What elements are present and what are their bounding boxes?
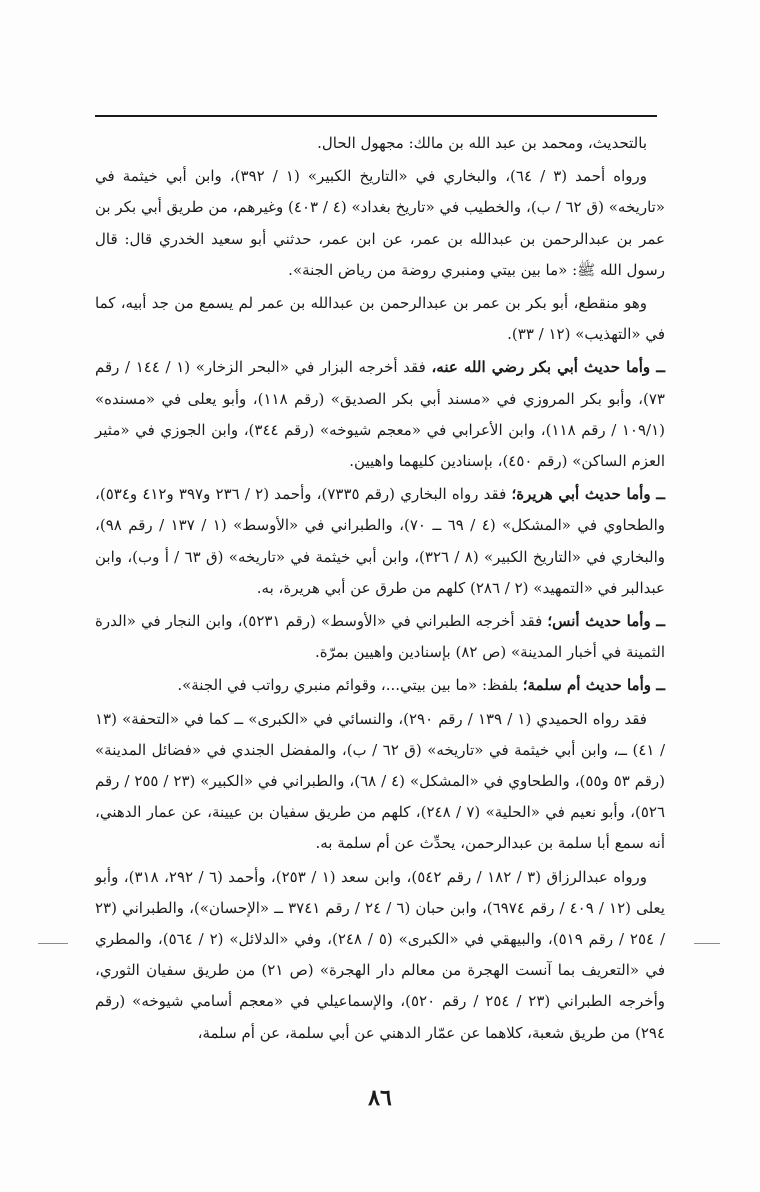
paragraph xyxy=(95,161,665,286)
paragraph xyxy=(95,479,665,604)
paragraph-text: ورواه عبدالرزاق (٣ / ١٨٢ / رقم ٥٤٢)، وابن سعد (١ / ٢٥٣)، وأحمد (٦ / ٢٩٢، ٣١٨)، وأبو يعلى (١٢ / ٤٠٩ / رقم ٦٩٧٤)، وابن حبان (٦ / ٢٤ / رقم ٣٧٤١ ــ «الإحسان»)، والطبراني (٢٣ / ٢٥٤ / رقم ٥١٩)، والبيهقي في «الكبرى» (٥ / ٢٤٨)، وفي «الدلائل» (٢ / ٥٦٤)، والمطري في «التعريف بما آنست الهجرة من معالم دار الهجرة» (ص ٢١) من طريق سفيان الثوري، وأخرجه الطبراني (٢٣ / ٢٥٤ / رقم ٥٢٠)، والإسماعيلي في «معجم أسامي شيوخه» (رقم ٢٩٤) من طريق شعبة، كلاهما عن عمّار الدهني عن أبي سلمة، عن أم سلمة، xyxy=(95,867,666,1042)
header-rule xyxy=(95,115,657,117)
margin-line-left xyxy=(38,943,68,944)
paragraph-text: وهو منقطع، أبو بكر بن عمر بن عبدالرحمن بن عبدالله بن عمر لم يسمع من جد أبيه، كما في «التهذيب» (١٢ / ٣٣). xyxy=(95,294,665,344)
paragraph-text: فقد أخرجه الطبراني في «الأوسط» (رقم ٥٢٣١)، وابن النجار في «الدرة الثمينة في أخبار المدينة» (ص ٨٢) بإسنادين واهيين بمرّة. xyxy=(95,612,665,662)
paragraph-text: ورواه أحمد (٣ / ٦٤)، والبخاري في «التاريخ الكبير» (١ / ٣٩٢)، وابن أبي خيثمة في «تاريخه» (ق ٦٢ / ب)، والخطيب في «تاريخ بغداد» (٤ / ٤٠٣) وغيرهم، من طريق أبي بكر بن عمر بن عبدالرحمن بن عبدالله بن عمر، عن ابن عمر، حدثني أبو سعيد الخدري قال: قال رسول الله ﷺ: «ما بين بيتي ومنبري روضة من رياض الجنة». xyxy=(95,167,665,279)
paragraph-text: فقد رواه الحميدي (١ / ١٣٩ / رقم ٢٩٠)، والنسائي في «الكبرى» ــ كما في «التحفة» (١٣ / ٤١) ــ، وابن أبي خيثمة في «تاريخه» (ق ٦٢ / ب)، والمفضل الجندي في «فضائل المدينة» (رقم ٥٣ و٥٥)، والطحاوي في «المشكل» (٤ / ٦٨)، والطبراني في «الكبير» (٢٣ / ٢٥٥ / رقم ٥٢٦)، وأبو نعيم في «الحلية» (٧ / ٢٤٨)، كلهم من طريق سفيان بن عيينة، عن عمار الدهني، أنه سمع أبا سلمة بن عبدالرحمن، يحدِّث عن أم سلمة به. xyxy=(95,709,666,853)
paragraph-heading: ــ وأما حديث أبي هريرة؛ xyxy=(511,485,665,504)
paragraph-text: فقد رواه البخاري (رقم ٧٣٣٥)، وأحمد (٢ / ٢٣٦ و٣٩٧ و٤١٢ و٥٣٤)، والطحاوي في «المشكل» (٤ / ٦٩ ــ ٧٠)، والطبراني في «الأوسط» (١ / ١٣٧ / رقم ٩٨)، والبخاري في «التاريخ الكبير» (٨ / ٣٢٦)، وابن أبي خيثمة في «تاريخه» (ق ٦٣ / أ وب)، وابن عبدالبر في «التمهيد» (٢ / ٢٨٦) كلهم من طرق عن أبي هريرة، به. xyxy=(95,485,666,597)
margin-line-right xyxy=(694,943,720,944)
paragraph xyxy=(95,606,665,668)
paragraph-heading: ــ وأما حديث أم سلمة؛ xyxy=(522,676,665,695)
paragraph-text: فقد أخرجه البزار في «البحر الزخار» (١ / ١٤٤ / رقم ٧٣)، وأبو بكر المروزي في «مسند أبي بكر الصديق» (رقم ١١٨)، وأبو يعلى في «مسنده» (١٠٩/١ / رقم ١١٨)، وابن الأعرابي في «معجم شيوخه» (رقم ٣٤٤)، وابن الجوزي في «مثير العزم الساكن» (رقم ٤٥٠)، بإسنادين كليهما واهيين. xyxy=(95,358,665,471)
paragraph xyxy=(95,352,665,477)
paragraph xyxy=(95,704,665,860)
paragraph xyxy=(95,670,665,701)
paragraph-heading: ــ وأما حديث أبي بكر رضي الله عنه، xyxy=(431,358,666,377)
paragraph-heading: ــ وأما حديث أنس؛ xyxy=(547,612,665,631)
body-text xyxy=(95,128,665,1051)
paragraph xyxy=(95,128,665,159)
paragraph-text: بالتحديث، ومحمد بن عبد الله بن مالك: مجهول الحال. xyxy=(317,134,647,152)
paragraph xyxy=(95,288,665,350)
page-number: ٨٦ xyxy=(368,1085,392,1111)
paragraph-text: بلفظ: «ما بين بيتي...، وقوائم منبري رواتب في الجنة». xyxy=(177,676,523,695)
paragraph xyxy=(95,862,665,1049)
